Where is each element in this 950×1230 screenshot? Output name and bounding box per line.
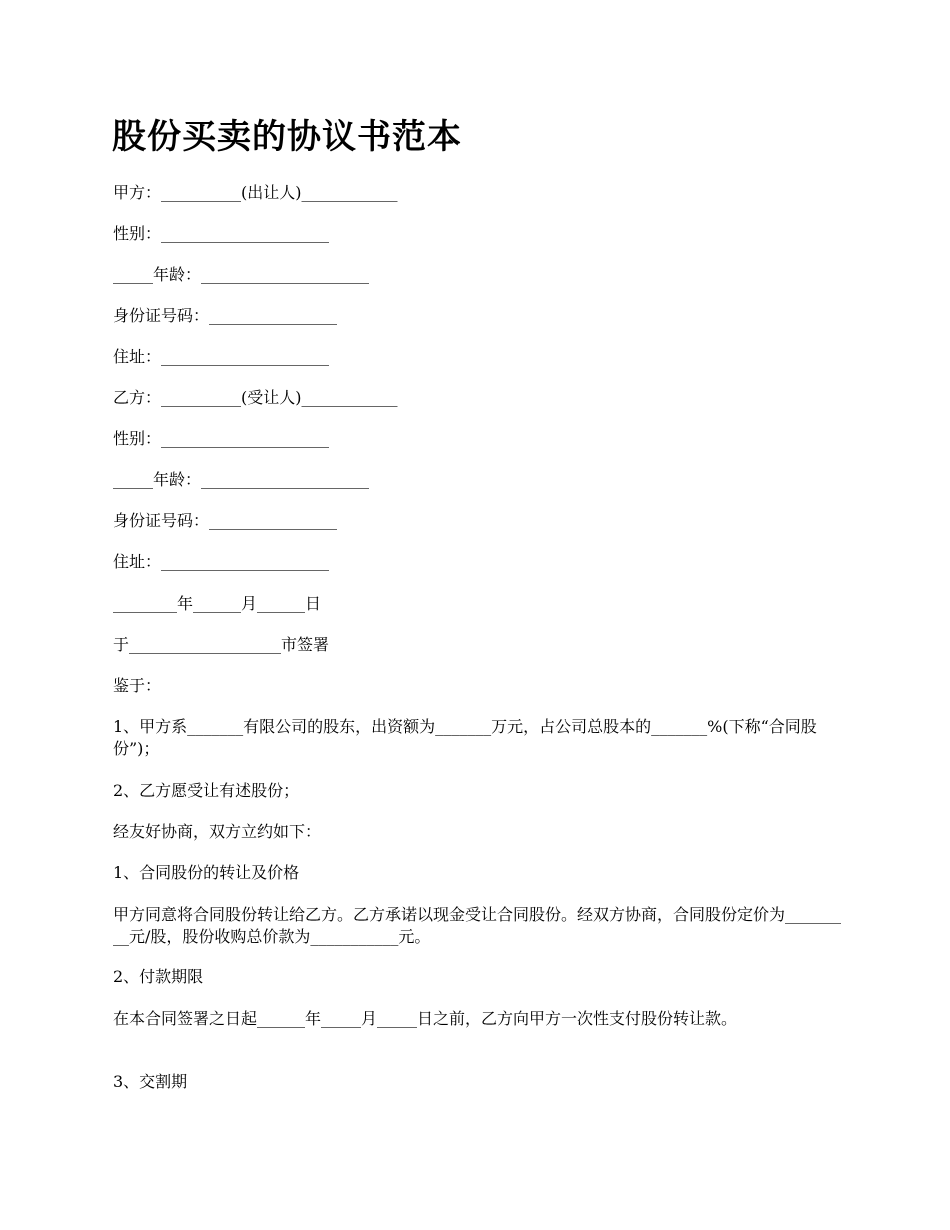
document-title: 股份买卖的协议书范本 [112, 117, 462, 157]
party-a-gender-line: 性别：_____________________ [113, 224, 330, 243]
signing-date-line: ________年______月______日 [113, 594, 322, 613]
party-b-name-line: 乙方：__________(受让人)____________ [113, 388, 398, 407]
party-b-age-line: _____年龄：_____________________ [113, 470, 370, 489]
section-2-body: 在本合同签署之日起______年_____月_____日之前，乙方向甲方一次性支付股份转让款。 [113, 1009, 738, 1028]
section-1-heading: 1、合同股份的转让及价格 [113, 863, 300, 882]
whereas-heading: 鉴于： [113, 676, 162, 695]
whereas-clause-2: 2、乙方愿受让有述股份； [113, 781, 300, 800]
party-b-gender-line: 性别：_____________________ [113, 429, 330, 448]
party-a-address-line: 住址：_____________________ [113, 347, 330, 366]
party-a-age-line: _____年龄：_____________________ [113, 265, 370, 284]
party-b-address-line: 住址：_____________________ [113, 552, 330, 571]
party-a-id-line: 身份证号码：________________ [113, 306, 338, 325]
whereas-clause-1: 1、甲方系_______有限公司的股东，出资额为_______万元，占公司总股本的_______%(下称“合同股份”)； [113, 717, 817, 758]
section-1-body: 甲方同意将合同股份转让给乙方。乙方承诺以现金受让合同股份。经双方协商，合同股份定价为_________元/股，股份收购总价款为___________元。 [113, 905, 842, 946]
section-3-heading: 3、交割期 [113, 1072, 188, 1091]
signing-place-line: 于___________________市签署 [113, 635, 330, 654]
party-a-name-line: 甲方：__________(出让人)____________ [113, 183, 398, 202]
section-2-heading: 2、付款期限 [113, 967, 204, 986]
party-b-id-line: 身份证号码：________________ [113, 511, 338, 530]
agreement-intro: 经友好协商，双方立约如下： [113, 822, 322, 841]
